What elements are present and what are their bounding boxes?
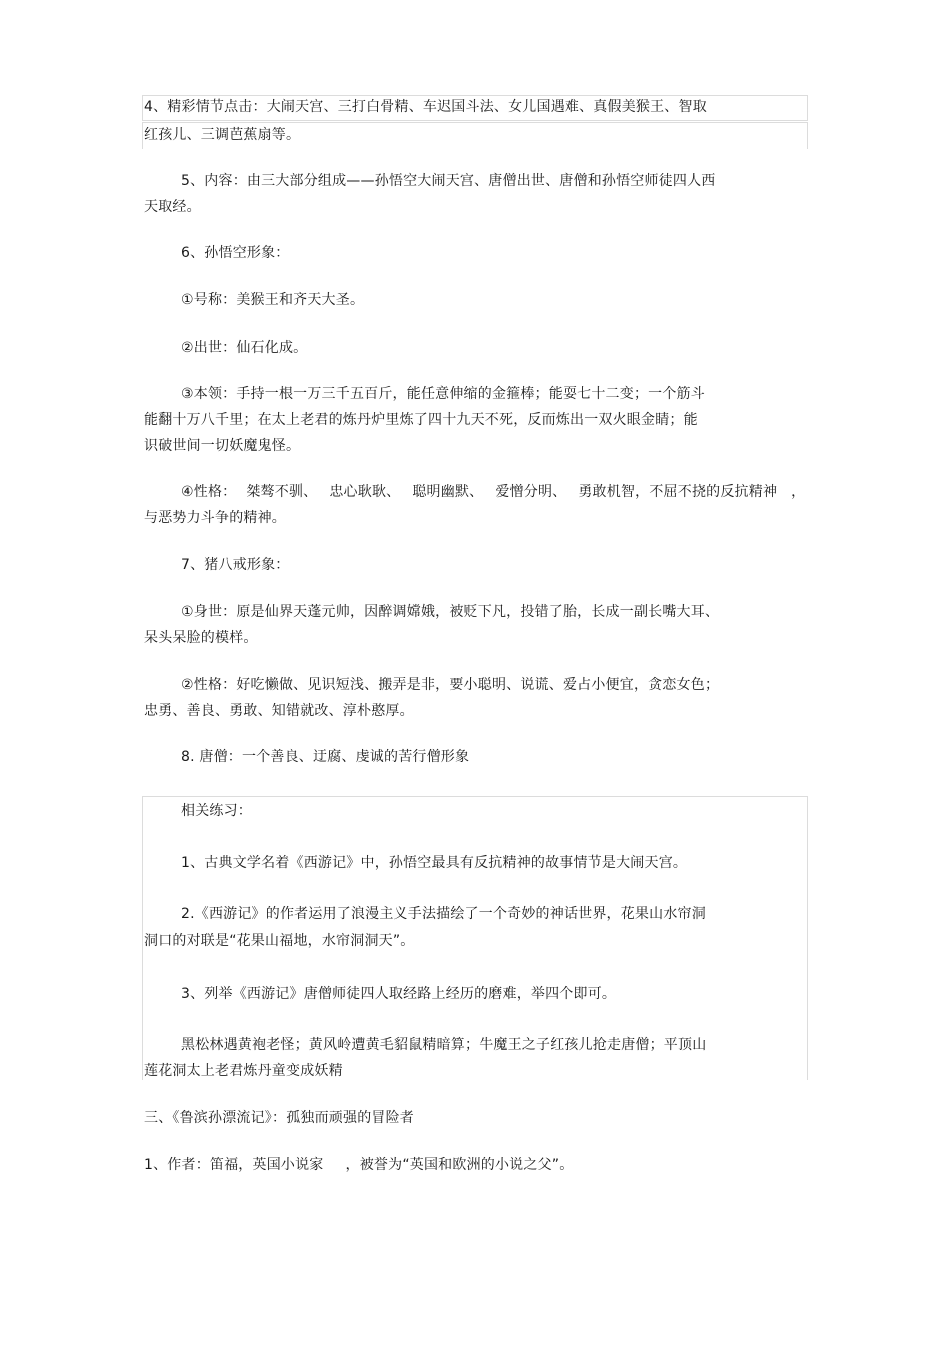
text-line: 5、内容：由三大部分组成——孙悟空大闹天宫、唐僧出世、唐僧和孙悟空师徒四人西 xyxy=(181,173,716,189)
author-line xyxy=(144,1155,573,1175)
section-heading: 7、猪八戒形象： xyxy=(181,557,290,573)
text-line: 能翻十万八千里；在太上老君的炼丹炉里炼了四十九天不死，反而炼出一双火眼金睛；能 xyxy=(144,412,698,428)
trait: 爱憎分明、 xyxy=(495,484,567,500)
trait-comma: ， xyxy=(791,484,806,500)
text-line: 红孩儿、三调芭蕉扇等。 xyxy=(144,127,301,143)
text-line: ②性格：好吃懒做、见识短浅、搬弄是非，要小聪明、说谎、爱占小便宜，贪恋女色； xyxy=(181,677,720,693)
chapter-heading: 三、《鲁滨孙漂流记》：孤独而顽强的冒险者 xyxy=(144,1110,414,1126)
exercise-answer: 莲花洞太上老君炼丹童变成妖精 xyxy=(144,1063,343,1079)
exercise-item: 1、古典文学名着《西游记》中，孙悟空最具有反抗精神的故事情节是大闹天宫。 xyxy=(181,855,688,871)
personality-line xyxy=(181,482,805,502)
text-line: 天取经。 xyxy=(144,199,201,215)
trait: 聪明幽默、 xyxy=(412,484,484,500)
exercise-item: 2.《西游记》的作者运用了浪漫主义手法描绘了一个奇妙的神话世界，花果山水帘洞 xyxy=(181,906,706,922)
personality-label: ④性格： xyxy=(181,484,237,500)
trait: 忠心耿耿、 xyxy=(329,484,401,500)
text-line: 忠勇、善良、勇敢、知错就改、淳朴憨厚。 xyxy=(144,703,414,719)
exercise-answer: 黑松林遇黄袍老怪；黄风岭遭黄毛貂鼠精暗算；牛魔王之子红孩儿抢走唐僧；平顶山 xyxy=(181,1037,707,1053)
trait: 勇敢机智，不屈不挠的反抗精神 xyxy=(578,484,778,500)
author-praise: ，被誉为“英国和欧洲的小说之父”。 xyxy=(345,1157,574,1173)
section-heading: 6、孙悟空形象： xyxy=(181,245,290,261)
text-line: ②出世：仙石化成。 xyxy=(181,340,308,356)
author-text: 1、作者：笛福，英国小说家 xyxy=(144,1157,324,1173)
text-line: 4、精彩情节点击：大闹天宫、三打白骨精、车迟国斗法、女儿国遇难、真假美猴王、智取 xyxy=(144,99,707,115)
exercise-item: 洞口的对联是“花果山福地，水帘洞洞天”。 xyxy=(144,933,415,949)
section-heading: 8. 唐僧：一个善良、迂腐、虔诚的苦行僧形象 xyxy=(181,749,470,765)
text-line: 识破世间一切妖魔鬼怪。 xyxy=(144,438,301,454)
trait: 桀骜不驯、 xyxy=(246,484,318,500)
text-line: ①身世：原是仙界天蓬元帅，因醉调嫦娥，被贬下凡，投错了胎，长成一副长嘴大耳、 xyxy=(181,604,720,620)
exercise-item: 3、列举《西游记》唐僧师徒四人取经路上经历的磨难，举四个即可。 xyxy=(181,986,617,1002)
text-line: ③本领：手持一根一万三千五百斤，能任意伸缩的金箍棒；能耍七十二变；一个筋斗 xyxy=(181,386,705,402)
text-line: 与恶势力斗争的精神。 xyxy=(144,510,286,526)
text-line: ①号称：美猴王和齐天大圣。 xyxy=(181,292,365,308)
text-line: 呆头呆脸的模样。 xyxy=(144,630,258,646)
exercise-heading: 相关练习： xyxy=(181,803,252,819)
